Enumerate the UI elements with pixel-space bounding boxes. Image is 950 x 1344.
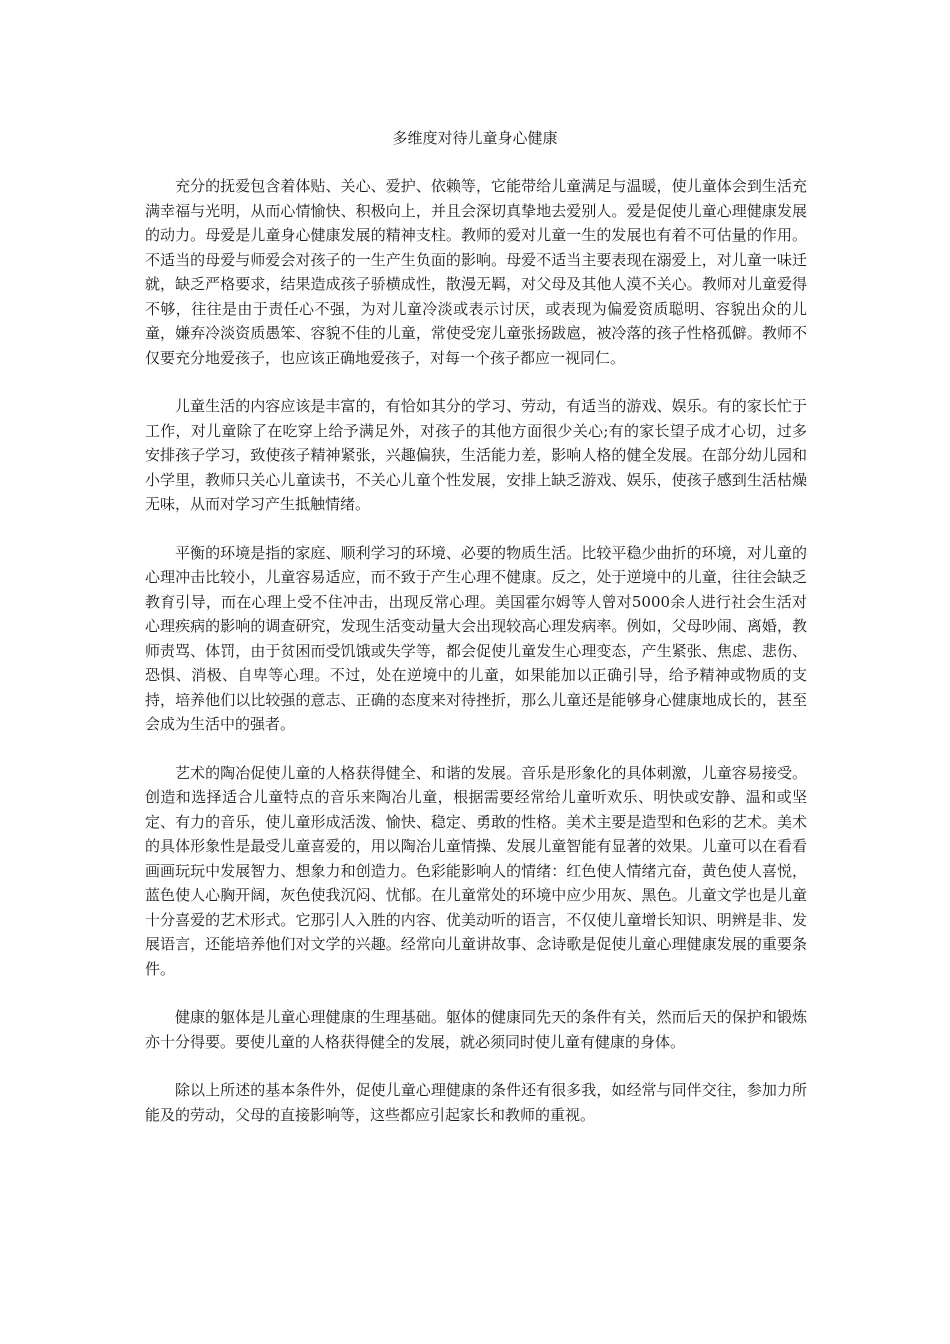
document-title: 多维度对待儿童身心健康 — [392, 129, 558, 147]
paragraph-care: 充分的抚爱包含着体贴、关心、爱护、依赖等，它能带给儿童满足与温暖，使儿童体会到生活充满幸福与光明，从而心情愉快、积极向上，并且会深切真挚地去爱别人。爱是促使儿童心理健康发展的动力。母爱是儿童身心健康发展的精神支柱。教师的爱对儿童一生的发展也有着不可估量的作用。不适当的母爱与师爱会对孩子的一生产生负面的影响。母爱不适当主要表现在溺爱上，对儿童一味迁就，缺乏严格要求，结果造成孩子骄横成性，散漫无羁，对父母及其他人漠不关心。教师对儿童爱得不够，往往是由于责任心不强，为对儿童冷淡或表示讨厌，或表现为偏爱资质聪明、容貌出众的儿童，嫌弃冷淡资质愚笨、容貌不佳的儿童，常使受宠儿童张扬跋扈，被冷落的孩子性格孤僻。教师不仅要充分地爱孩子，也应该正确地爱孩子，对每一个孩子都应一视同仁。 — [145, 177, 807, 367]
paragraph-healthy-body: 健康的躯体是儿童心理健康的生理基础。躯体的健康同先天的条件有关，然而后天的保护和锻炼亦十分得要。要使儿童的人格获得健全的发展，就必须同时使儿童有健康的身体。 — [145, 1008, 807, 1051]
paragraph-life-content: 儿童生活的内容应该是丰富的，有恰如其分的学习、劳动，有适当的游戏、娱乐。有的家长忙于工作，对儿童除了在吃穿上给予满足外，对孩子的其他方面很少关心;有的家长望子成才心切，过多安排孩子学习，致使孩子精神紧张，兴趣偏狭，生活能力差，影响人格的健全发展。在部分幼儿园和小学里，教师只关心儿童读书，不关心儿童个性发展，安排上缺乏游戏、娱乐，使孩子感到生活枯燥无味，从而对学习产生抵触情绪。 — [145, 397, 807, 513]
paragraph-art-cultivation: 艺术的陶冶促使儿童的人格获得健全、和谐的发展。音乐是形象化的具体刺激，儿童容易接受。创造和选择适合儿童特点的音乐来陶冶儿童，根据需要经常给儿童听欢乐、明快或安静、温和或坚定、有力的音乐，使儿童形成活泼、愉快、稳定、勇敢的性格。美术主要是造型和色彩的艺术。美术的具体形象性是最受儿童喜爱的，用以陶冶儿童情操、发展儿童智能有显著的效果。儿童可以在看看画画玩玩中发展智力、想象力和创造力。色彩能影响人的情绪：红色使人情绪亢奋，黄色使人喜悦，蓝色使人心胸开阔，灰色使我沉闷、忧郁。在儿童常处的环境中应少用灰、黑色。儿童文学也是儿童十分喜爱的艺术形式。它那引人入胜的内容、优美动听的语言，不仅使儿童增长知识、明辨是非、发展语言，还能培养他们对文学的兴趣。经常向儿童讲故事、念诗歌是促使儿童心理健康发展的重要条件。 — [145, 763, 807, 978]
paragraph-balanced-environment: 平衡的环境是指的家庭、顺利学习的环境、必要的物质生活。比较平稳少曲折的环境，对儿童的心理冲击比较小，儿童容易适应，而不致于产生心理不健康。反之，处于逆境中的儿童，往往会缺乏教育引导，而在心理上受不住冲击，出现反常心理。美国霍尔姆等人曾对5000余人进行社会生活对心理疾病的影响的调查研究，发现生活变动量大会出现较高心理发病率。例如，父母吵闹、离婚，教师责骂、体罚，由于贫困而受饥饿或失学等，都会促使儿童发生心理变态，产生紧张、焦虑、悲伤、恐惧、消极、自卑等心理。不过，处在逆境中的儿童，如果能加以正确引导，给予精神或物质的支持，培养他们以比较强的意志、正确的态度来对待挫折，那么儿童还是能够身心健康地成长的，甚至会成为生活中的强者。 — [145, 543, 807, 733]
paragraph-other-conditions: 除以上所述的基本条件外，促使儿童心理健康的条件还有很多我，如经常与同伴交往，参加力所能及的劳动，父母的直接影响等，这些都应引起家长和教师的重视。 — [145, 1081, 807, 1124]
document-body — [145, 174, 807, 1151]
